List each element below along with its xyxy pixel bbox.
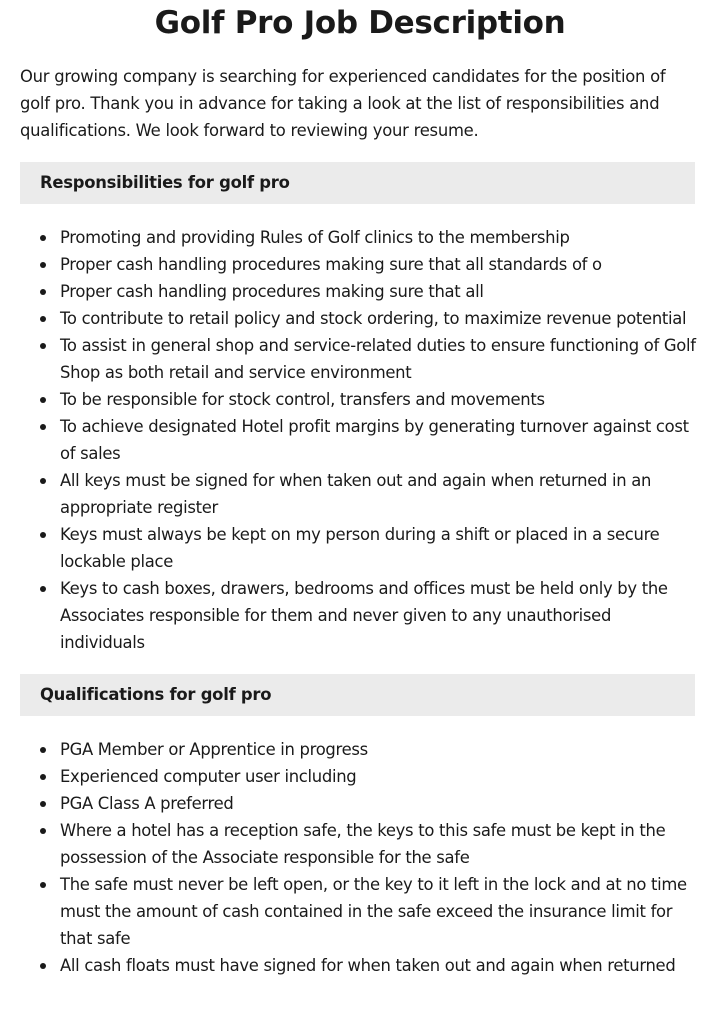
- bullet-icon: [40, 424, 46, 430]
- list-item: [20, 251, 700, 278]
- bullet-icon: [40, 801, 46, 807]
- list-item-text: Proper cash handling procedures making sure that all standards of o: [60, 255, 602, 274]
- bullet-icon: [40, 397, 46, 403]
- list-item-text: The safe must never be left open, or the key to it left in the lock and at no time must the amount of cash contained in the safe exceed the insurance limit for that safe: [60, 875, 687, 948]
- bullet-icon: [40, 532, 46, 538]
- list-item-text: To be responsible for stock control, transfers and movements: [60, 390, 545, 409]
- qualifications-heading: Qualifications for golf pro: [20, 674, 695, 716]
- bullet-icon: [40, 882, 46, 888]
- bullet-icon: [40, 289, 46, 295]
- list-item: [20, 521, 700, 575]
- list-item: [20, 413, 700, 467]
- list-item: [20, 467, 700, 521]
- bullet-icon: [40, 963, 46, 969]
- bullet-icon: [40, 478, 46, 484]
- list-item: [20, 386, 700, 413]
- list-item: [20, 790, 700, 817]
- intro-paragraph: Our growing company is searching for experienced candidates for the position of golf pro. Thank you in advance for taking a look at the list of responsibilities and qualifications. We look forward to reviewing your resume.: [20, 67, 666, 140]
- list-item: [20, 332, 700, 386]
- responsibilities-heading: Responsibilities for golf pro: [20, 162, 695, 204]
- list-item-text: PGA Class A preferred: [60, 794, 234, 813]
- bullet-icon: [40, 747, 46, 753]
- bullet-icon: [40, 235, 46, 241]
- list-item-text: Where a hotel has a reception safe, the keys to this safe must be kept in the possession of the Associate responsible for the safe: [60, 821, 666, 867]
- list-item: [20, 871, 700, 952]
- list-item-text: To assist in general shop and service-related duties to ensure functioning of Golf Shop as both retail and service environment: [60, 336, 696, 382]
- list-item: [20, 736, 700, 763]
- list-item-text: Proper cash handling procedures making sure that all: [60, 282, 484, 301]
- list-item: [20, 224, 700, 251]
- bullet-icon: [40, 343, 46, 349]
- list-item-text: To contribute to retail policy and stock ordering, to maximize revenue potential: [60, 309, 687, 328]
- list-item: [20, 817, 700, 871]
- list-item-text: All keys must be signed for when taken out and again when returned in an appropriate register: [60, 471, 652, 517]
- list-item: [20, 305, 700, 332]
- list-item-text: All cash floats must have signed for when taken out and again when returned: [60, 956, 676, 975]
- list-item-text: To achieve designated Hotel profit margins by generating turnover against cost of sales: [60, 417, 689, 463]
- list-item-text: Keys to cash boxes, drawers, bedrooms and offices must be held only by the Associates responsible for them and never given to any unauthorised individuals: [60, 579, 668, 652]
- list-item: [20, 575, 700, 656]
- bullet-icon: [40, 316, 46, 322]
- list-item: [20, 952, 700, 979]
- list-item: [20, 278, 700, 305]
- list-item-text: PGA Member or Apprentice in progress: [60, 740, 368, 759]
- list-item: [20, 763, 700, 790]
- bullet-icon: [40, 774, 46, 780]
- bullet-icon: [40, 262, 46, 268]
- page-title: Golf Pro Job Description: [154, 5, 566, 41]
- list-item-text: Promoting and providing Rules of Golf clinics to the membership: [60, 228, 570, 247]
- qualifications-list: [20, 736, 700, 979]
- bullet-icon: [40, 586, 46, 592]
- responsibilities-list: [20, 224, 700, 656]
- list-item-text: Keys must always be kept on my person during a shift or placed in a secure lockable place: [60, 525, 660, 571]
- bullet-icon: [40, 828, 46, 834]
- list-item-text: Experienced computer user including: [60, 767, 357, 786]
